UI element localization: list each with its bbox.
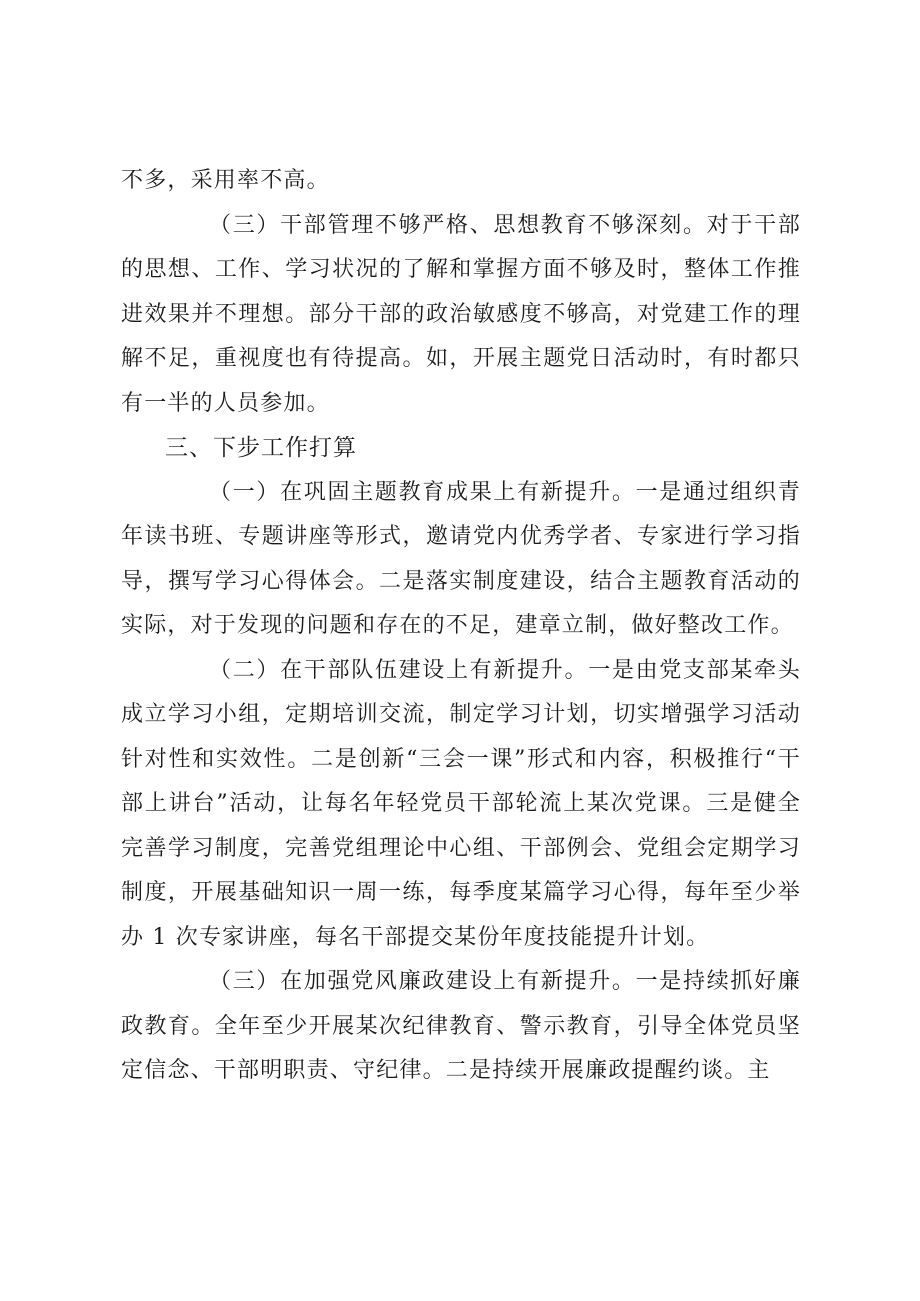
- paragraph-cadre-management: （三）干部管理不够严格、思想教育不够深刻。对于干部的思想、工作、学习状况的了解和掌握方面不够及时，整体工作推进效果并不理想。部分干部的政治敏感度不够高，对党建工作的理解不足，重视度也有待提高。如，开展主题党日活动时，有时都只有一半的人员参加。: [121, 212, 801, 416]
- paragraph-clean-governance: （三）在加强党风廉政建设上有新提升。一是持续抓好廉政教育。全年至少开展某次纪律教育、警示教育，引导全体党员坚定信念、干部明职责、守纪律。二是持续开展廉政提醒约谈。主: [121, 969, 801, 1083]
- paragraph-cadre-team: （二）在干部队伍建设上有新提升。一是由党支部某牵头成立学习小组，定期培训交流，制定学习计划，切实增强学习活动针对性和实效性。二是创新“三会一课”形式和内容，积极推行“干部上讲台”活动，让每名年轻党员干部轮流上某次党课。三是健全完善学习制度，完善党组理论中心组、干部例会、党组会定期学习制度，开展基础知识一周一练，每季度某篇学习心得，每年至少举办 1 次专家讲座，每名干部提交某份年度技能提升计划。: [121, 657, 801, 950]
- paragraph-continuation: 不多，采用率不高。: [121, 168, 330, 193]
- paragraph-theme-education: （一）在巩固主题教育成果上有新提升。一是通过组织青年读书班、专题讲座等形式，邀请党内优秀学者、专家进行学习指导，撰写学习心得体会。二是落实制度建设，结合主题教育活动的实际，对于发现的问题和存在的不足，建章立制，做好整改工作。: [121, 479, 801, 638]
- section-heading: 三、下步工作打算: [165, 435, 357, 461]
- document-body: [121, 159, 801, 1094]
